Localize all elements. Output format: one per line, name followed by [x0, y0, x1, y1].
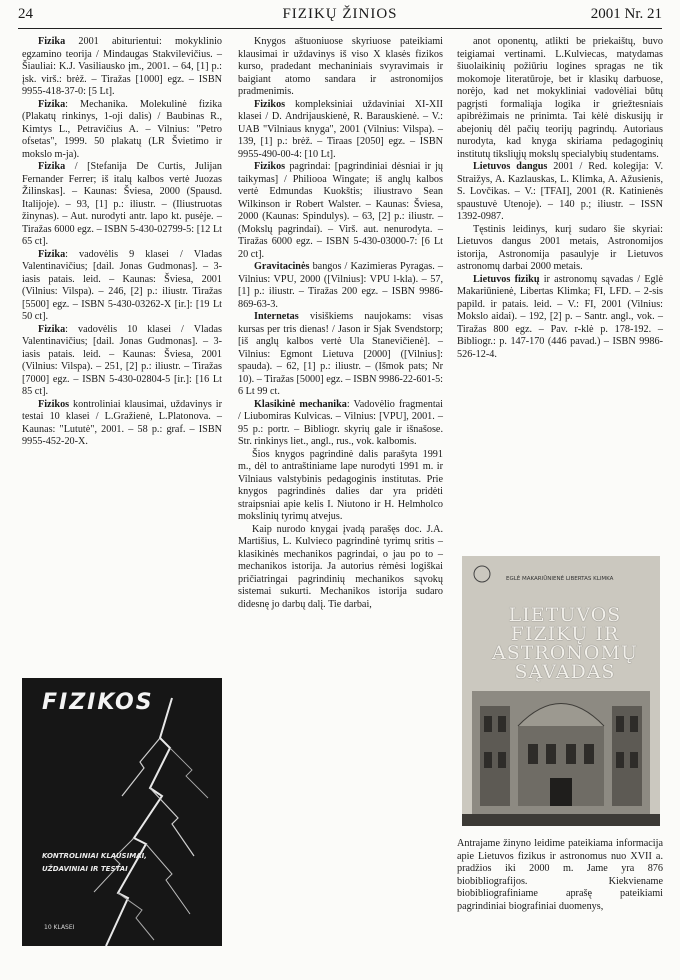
column-3 [457, 36, 663, 361]
column-2 [238, 36, 443, 611]
book-cover-fizikos [22, 678, 222, 946]
paragraph: Kaip nurodo knygai įvadą parašęs doc. J.A. Martišius, L. Kulvieco pagrindinė tyrimų sritis – klasikinės mechanikos pagrindai, o jau po to – mechanikos istorija. Ja autorius rėmėsi logiškai pričiatringai pagrindinių mechanikos sąvokų sistemai sukurti. Mechanikos istorija sudaro didesnę jo darbų dalį. Tie darbai, [238, 523, 443, 610]
page-header [18, 4, 662, 28]
cover-title: LIETUVOS FIZIKŲ IR ASTRONOMŲ SĄVADAS [492, 604, 638, 683]
cover-grade: 10 KLASEI [44, 924, 75, 931]
cover-authors: EGLĖ MAKARIŪNIENĖ LIBERTAS KLIMKA [506, 576, 614, 582]
entry: Tęstinis leidinys, kurį sudaro šie skyriai: Lietuvos dangus 2001 metais, Astronomijos istorija, Astronomija pasaulyje ir Lietuvos astronomų darbai 2000 metais. [457, 223, 663, 272]
journal-title: FIZIKŲ ŽINIOS [282, 6, 398, 22]
entry: Fizika 2001 abiturientui: mokyklinio egzamino teorija / Mindaugas Stakvilevičius. – Šiauliai: K.J. Vasiliausko įm., 2001. – 64, [1] p.: įsk. virš.: brėž. – Tiražas [1000] egz. – ISBN 9955-418-37-0: [5 Lt]. [22, 36, 222, 97]
entry: Knygos aštuoniuose skyriuose pateikiami klausimai ir uždavinys iš viso X klasės fizikos kurso, pradedant mechaniniais svyravimais ir baigiant atomo sandara ir astronomijos pradmenimis. [238, 36, 443, 97]
entry: Fizikos kompleksiniai uždaviniai XI-XII klasei / D. Andrijauskienė, R. Barauskienė. – V.: UAB "Vilniaus knyga", 2001 (Vilnius: Vilspa). – 139, [1] p.: brėž. – Tiraas [2050] egz. – ISBN 9955-490-00-4: [10 Lt]. [238, 98, 443, 160]
cover-subtitle: KONTROLINIAI KLAUSIMAI, UŽDAVINIAI IR TESTAI [42, 852, 147, 873]
entry: Lietuvos dangus 2001 / Red. kolegija: V. Straižys, A. Kazlauskas, L. Klimka, A. Ažusienis, S. Lovčikas. – V.: [TFAI], 2001 (R. Katinienės spaustuvė Utenoje). – 140 p.; iliustr. – ISSN 1392-0987. [457, 161, 663, 222]
entry: Fizika: vadovėlis 10 klasei / Vladas Valentinavičius; [dail. Jonas Gudmonas]. – 3-iasis patais. leid. – Kaunas: Šviesa, 2001 (Vilnius: Vilspa). – 251, [2] p.: iliustr. – Tiražas [7000] egz. – ISBN 5-430-02804-5 [ir.]: [16 Lt 85 ct]. [22, 323, 222, 397]
entry: Fizikos kontroliniai klausimai, uždavinys ir testai 10 klasei / L.Gražienė, L.Platonova. – Kaunas: "Lututė", 2001. – 58 p.: graf. – ISBN 9955-452-20-X. [22, 398, 222, 447]
entry: Lietuvos fizikų ir astronomų sąvadas / Eglė Makariūnienė, Libertas Klimka; FI, LFD. – 2-sis papild. ir patais. leid. – V.: FI, 2001 (Vilnius: Mokslo aidai). – 192, [2] p. – Santr. angl., vok. – Tiražas 800 egz. – Pav. r-klė p. 178-192. – Bibliogr.: p. 147-170 (446 pavad.) – ISBN 9986-526-12-4. [457, 273, 663, 360]
page-number: 24 [18, 6, 33, 22]
paragraph: anot oponentų, atlikti be priekaištų, buvo teigiamai vertinami. L.Kulviecas, matydamas šiuolaikinių požiūriu logines spragas ne tik mokomoje literatūroje, bet ir klasikų darbuose, norėjo, kad net mokykliniai vadovėliai būtų pagrįsti formaliąja logika ir griežtesniais apibrėžimais ne prinimta. Tai kėlė diskusijų ir abejonių dėl pačių teorijų pagrindų. Autoriaus nurodyta, kad knyga skiriama pedagoginių institutų tiksliųjų mokslų specialybių studentams. [457, 36, 663, 160]
paragraph: Šios knygos pagrindinė dalis parašyta 1991 m., dėl to antraštiniame lape nurodyti 1991 m. ir Vilniaus valstybinis pedagoginis institutas. Prie knygos pagrindinės dalies dar yra pridėti straipsniai apie kelis I. Niutono ir H. Helmholco mokslinių tyrimų atvejus. [238, 448, 443, 522]
entry: Klasikinė mechanika: Vadovėlio fragmentai / Liubomiras Kulvicas. – Vilnius: [VPU], 2001. – 95 p.: portr. – Bibliogr. skyrių gale ir išnašose. Str. rinkinys liet., angl., rus., vok. kalbomis. [238, 398, 443, 447]
entry: Fizika: vadovėlis 9 klasei / Vladas Valentinavičius; [dail. Jonas Gudmonas]. – 3-iasis patais. leid. – Kaunas: Šviesa, 2001 (Vilnius: Vilspa). – 246, [2] p.: iliustr. Tiražas [5500] egz. – ISBN 5-430-03262-X [ir.]: [19 Lt 50 ct]. [22, 248, 222, 322]
paragraph: Antrajame žinyno leidime pateikiama informacija apie Lietuvos fizikus ir astronomus nuo XVII a. pradžios iki 2000 m. Jame yra 876 biobibliografijos. Kiekviename biobibliografiniame aprašę pateikiami pagrindiniai biografiniai duomenys, [457, 838, 663, 912]
entry: Internetas visiškiems naujokams: visas kursas per tris dienas! / Jason ir Sjak Svendstorp; [iš anglų kalbos vertė Ula Stanevičienė]. – Vilnius: Egmont Lietuva [2000] ([Vilnius]: spauda). – 62, [1] p.: iliustr. – (Išmok pats; Nr 10). – Tiražas [5000] egz. – ISBN 9986-22-601-5: 6 Lt 99 ct. [238, 311, 443, 397]
issue-number: 2001 Nr. 21 [590, 6, 662, 22]
entry: Fizika: Mechanika. Molekulinė fizika (Plakatų rinkinys, 1-oji dalis) / Baubinas R., Kimtys L., Petravičius A. – Vilnius: "Petro ofsetas", 1999. 50 plakatų (LR Švietimo ir mokslo m-ja). [22, 98, 222, 160]
entry: Fizikos pagrindai: [pagrindiniai dėsniai ir jų taikymas] / Philiooa Wingate; iš anglų kalbos vertė Edmundas Kuokštis; iliustravo Sean Wilkinson ir Robert Walster. – Kaunas: Šviesa, 2000 (Kaunas: Spindulys). – 63, [2] p.: iliustr. – (Mokslų pagrindai). – Virš. aut. nenurodyta. – Tiražas 6000 egz. – ISBN 5-430-03000-7: [6 Lt 20 ct]. [238, 161, 443, 260]
lightning-illustration [22, 678, 222, 946]
entry: Gravitacinės bangos / Kazimieras Pyragas. – Vilnius: VPU, 2000 ([Vilnius]: VPU l-kla). – 57, [1] p.: iliustr. – Tiražas 200 egz. – ISBN 9986-869-63-3. [238, 261, 443, 310]
book-cover-savadas [462, 556, 660, 826]
cover-title: FIZIKOS [42, 690, 154, 715]
header-rule [18, 28, 662, 29]
building-illustration [462, 556, 660, 826]
column-1 [22, 36, 222, 449]
entry: Fizika / [Stefanija De Curtis, Julijan Fernander Ferrer; iš italų kalbos vertė Juozas Žilinskas]. – Kaunas: Šviesa, 2000 (Spausd. Italijoje). – 93, [1] p.: iliustr. – (Iliustruotas žinynas). – Aut. nurodyti antr. lapo kt. pusėje. – Tiražas 6000 egz. – ISBN 5-430-02799-5: [12 Lt 65 ct]. [22, 161, 222, 247]
